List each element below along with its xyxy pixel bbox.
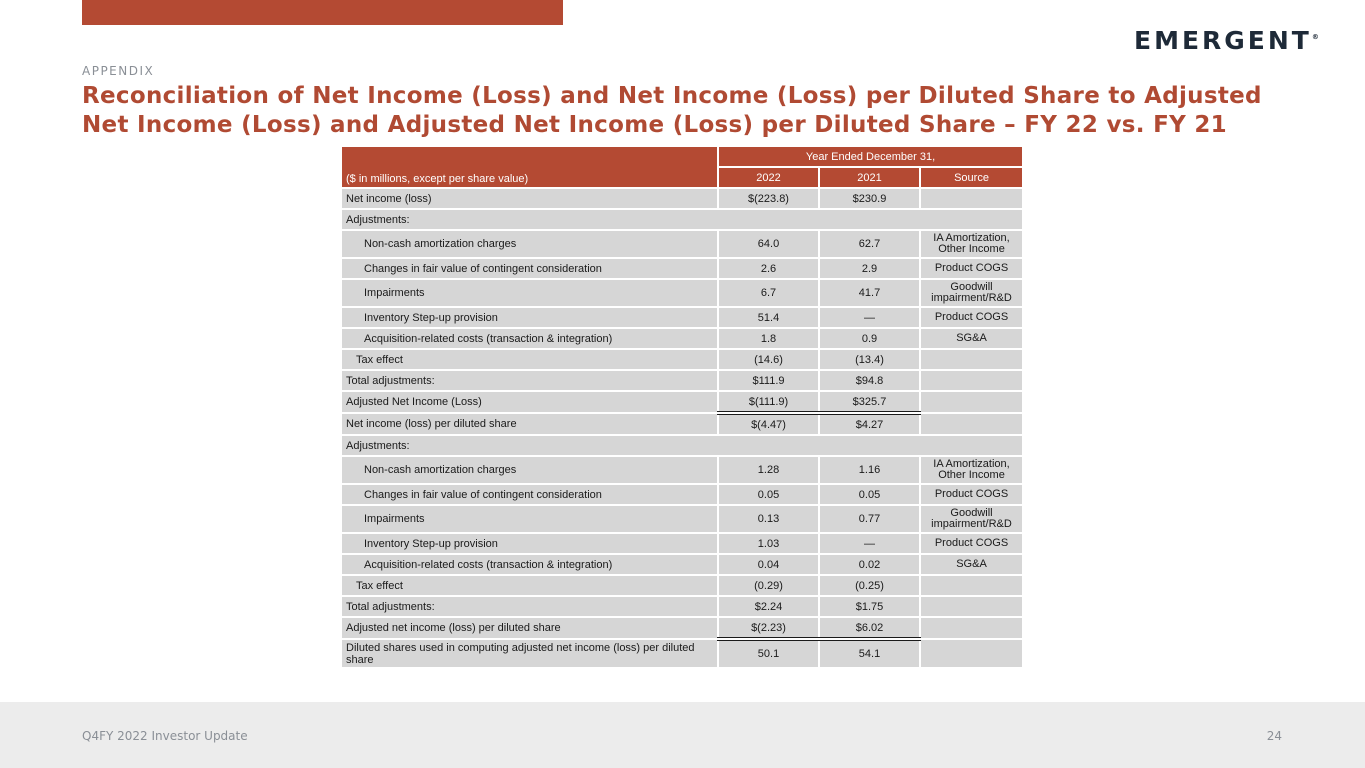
value-2021: $1.75 xyxy=(819,596,920,617)
row-label: Net income (loss) xyxy=(341,188,718,209)
table-row xyxy=(341,505,1023,533)
source-cell: IA Amortization, Other Income xyxy=(920,456,1023,484)
source-cell xyxy=(920,349,1023,370)
value-2022: 64.0 xyxy=(718,230,819,258)
top-accent-bar xyxy=(82,0,563,25)
value-2021: 0.77 xyxy=(819,505,920,533)
value-2022: $(223.8) xyxy=(718,188,819,209)
value-2022: $(4.47) xyxy=(718,413,819,435)
value-2021: (0.25) xyxy=(819,575,920,596)
source-cell xyxy=(920,639,1023,668)
source-cell: SG&A xyxy=(920,554,1023,575)
value-2022: $(2.23) xyxy=(718,617,819,639)
value-2021: $230.9 xyxy=(819,188,920,209)
table-row xyxy=(341,533,1023,554)
row-label: Changes in fair value of contingent consideration xyxy=(341,258,718,279)
source-cell xyxy=(920,370,1023,391)
column-header-source: Source xyxy=(920,167,1023,188)
table-row xyxy=(341,230,1023,258)
value-2022: 6.7 xyxy=(718,279,819,307)
table-row xyxy=(341,435,1023,456)
source-cell xyxy=(920,413,1023,435)
row-label: Tax effect xyxy=(341,349,718,370)
row-label: Changes in fair value of contingent consideration xyxy=(341,484,718,505)
column-header-2022: 2022 xyxy=(718,167,819,188)
value-2022: 1.28 xyxy=(718,456,819,484)
value-2021: 1.16 xyxy=(819,456,920,484)
value-2022: 0.05 xyxy=(718,484,819,505)
table-row xyxy=(341,639,1023,668)
table-row xyxy=(341,370,1023,391)
row-label: Acquisition-related costs (transaction & integration) xyxy=(341,554,718,575)
value-2021: 0.9 xyxy=(819,328,920,349)
page-title: Reconciliation of Net Income (Loss) and Net Income (Loss) per Diluted Share to Adjusted Net Income (Loss) and Adjusted Net Income (Loss) per Diluted Share – FY 22 vs. FY 21 xyxy=(82,83,1262,138)
row-label: Adjustments: xyxy=(341,209,1023,230)
page-number: 24 xyxy=(1266,729,1282,743)
value-2022: 0.13 xyxy=(718,505,819,533)
table-row xyxy=(341,617,1023,639)
source-cell: Goodwill impairment/R&D xyxy=(920,505,1023,533)
value-2022: 1.8 xyxy=(718,328,819,349)
row-label: Total adjustments: xyxy=(341,370,718,391)
value-2021: $325.7 xyxy=(819,391,920,413)
row-label: Adjusted net income (loss) per diluted share xyxy=(341,617,718,639)
year-group-header: Year Ended December 31, xyxy=(718,146,1023,167)
reconciliation-table xyxy=(340,145,1024,669)
value-2021: (13.4) xyxy=(819,349,920,370)
table-row xyxy=(341,258,1023,279)
source-cell: Product COGS xyxy=(920,533,1023,554)
value-2021: 54.1 xyxy=(819,639,920,668)
table-row xyxy=(341,413,1023,435)
table-row xyxy=(341,554,1023,575)
table-row xyxy=(341,307,1023,328)
value-2021: — xyxy=(819,307,920,328)
value-2022: 2.6 xyxy=(718,258,819,279)
value-2021: 0.02 xyxy=(819,554,920,575)
table-row xyxy=(341,328,1023,349)
row-label: Non-cash amortization charges xyxy=(341,230,718,258)
value-2021: 2.9 xyxy=(819,258,920,279)
table-row xyxy=(341,209,1023,230)
source-cell xyxy=(920,391,1023,413)
table-row xyxy=(341,391,1023,413)
value-2021: — xyxy=(819,533,920,554)
registered-mark: ® xyxy=(1311,33,1319,41)
value-2021: $6.02 xyxy=(819,617,920,639)
source-cell xyxy=(920,617,1023,639)
value-2022: $(111.9) xyxy=(718,391,819,413)
table-row xyxy=(341,575,1023,596)
table-row xyxy=(341,188,1023,209)
section-label: APPENDIX xyxy=(82,64,155,78)
row-label: Net income (loss) per diluted share xyxy=(341,413,718,435)
footer-deck-title: Q4FY 2022 Investor Update xyxy=(82,729,248,743)
source-cell xyxy=(920,596,1023,617)
value-2022: 0.04 xyxy=(718,554,819,575)
value-2022: (0.29) xyxy=(718,575,819,596)
value-2021: $4.27 xyxy=(819,413,920,435)
row-label: Non-cash amortization charges xyxy=(341,456,718,484)
value-2021: 62.7 xyxy=(819,230,920,258)
source-cell xyxy=(920,575,1023,596)
value-2021: 0.05 xyxy=(819,484,920,505)
table-row xyxy=(341,279,1023,307)
row-label: Adjusted Net Income (Loss) xyxy=(341,391,718,413)
row-label: Adjustments: xyxy=(341,435,1023,456)
value-2022: 1.03 xyxy=(718,533,819,554)
reconciliation-table-container xyxy=(340,145,1022,669)
value-2021: $94.8 xyxy=(819,370,920,391)
logo-text: EMERGENT xyxy=(1134,26,1312,55)
table-row xyxy=(341,349,1023,370)
source-cell: IA Amortization, Other Income xyxy=(920,230,1023,258)
footer xyxy=(0,702,1365,768)
row-label: Tax effect xyxy=(341,575,718,596)
row-label: Inventory Step-up provision xyxy=(341,307,718,328)
row-label: Impairments xyxy=(341,505,718,533)
label-column-header: ($ in millions, except per share value) xyxy=(341,146,718,188)
row-label: Acquisition-related costs (transaction & integration) xyxy=(341,328,718,349)
source-cell: Product COGS xyxy=(920,484,1023,505)
value-2022: (14.6) xyxy=(718,349,819,370)
value-2022: $2.24 xyxy=(718,596,819,617)
source-cell: SG&A xyxy=(920,328,1023,349)
value-2021: 41.7 xyxy=(819,279,920,307)
table-row xyxy=(341,596,1023,617)
source-cell: Product COGS xyxy=(920,258,1023,279)
emergent-logo xyxy=(1134,26,1319,55)
row-label: Inventory Step-up provision xyxy=(341,533,718,554)
row-label: Impairments xyxy=(341,279,718,307)
value-2022: $111.9 xyxy=(718,370,819,391)
value-2022: 50.1 xyxy=(718,639,819,668)
table-row xyxy=(341,456,1023,484)
source-cell xyxy=(920,188,1023,209)
row-label: Total adjustments: xyxy=(341,596,718,617)
row-label: Diluted shares used in computing adjusted net income (loss) per diluted share xyxy=(341,639,718,668)
column-header-2021: 2021 xyxy=(819,167,920,188)
source-cell: Product COGS xyxy=(920,307,1023,328)
value-2022: 51.4 xyxy=(718,307,819,328)
source-cell: Goodwill impairment/R&D xyxy=(920,279,1023,307)
table-row xyxy=(341,484,1023,505)
